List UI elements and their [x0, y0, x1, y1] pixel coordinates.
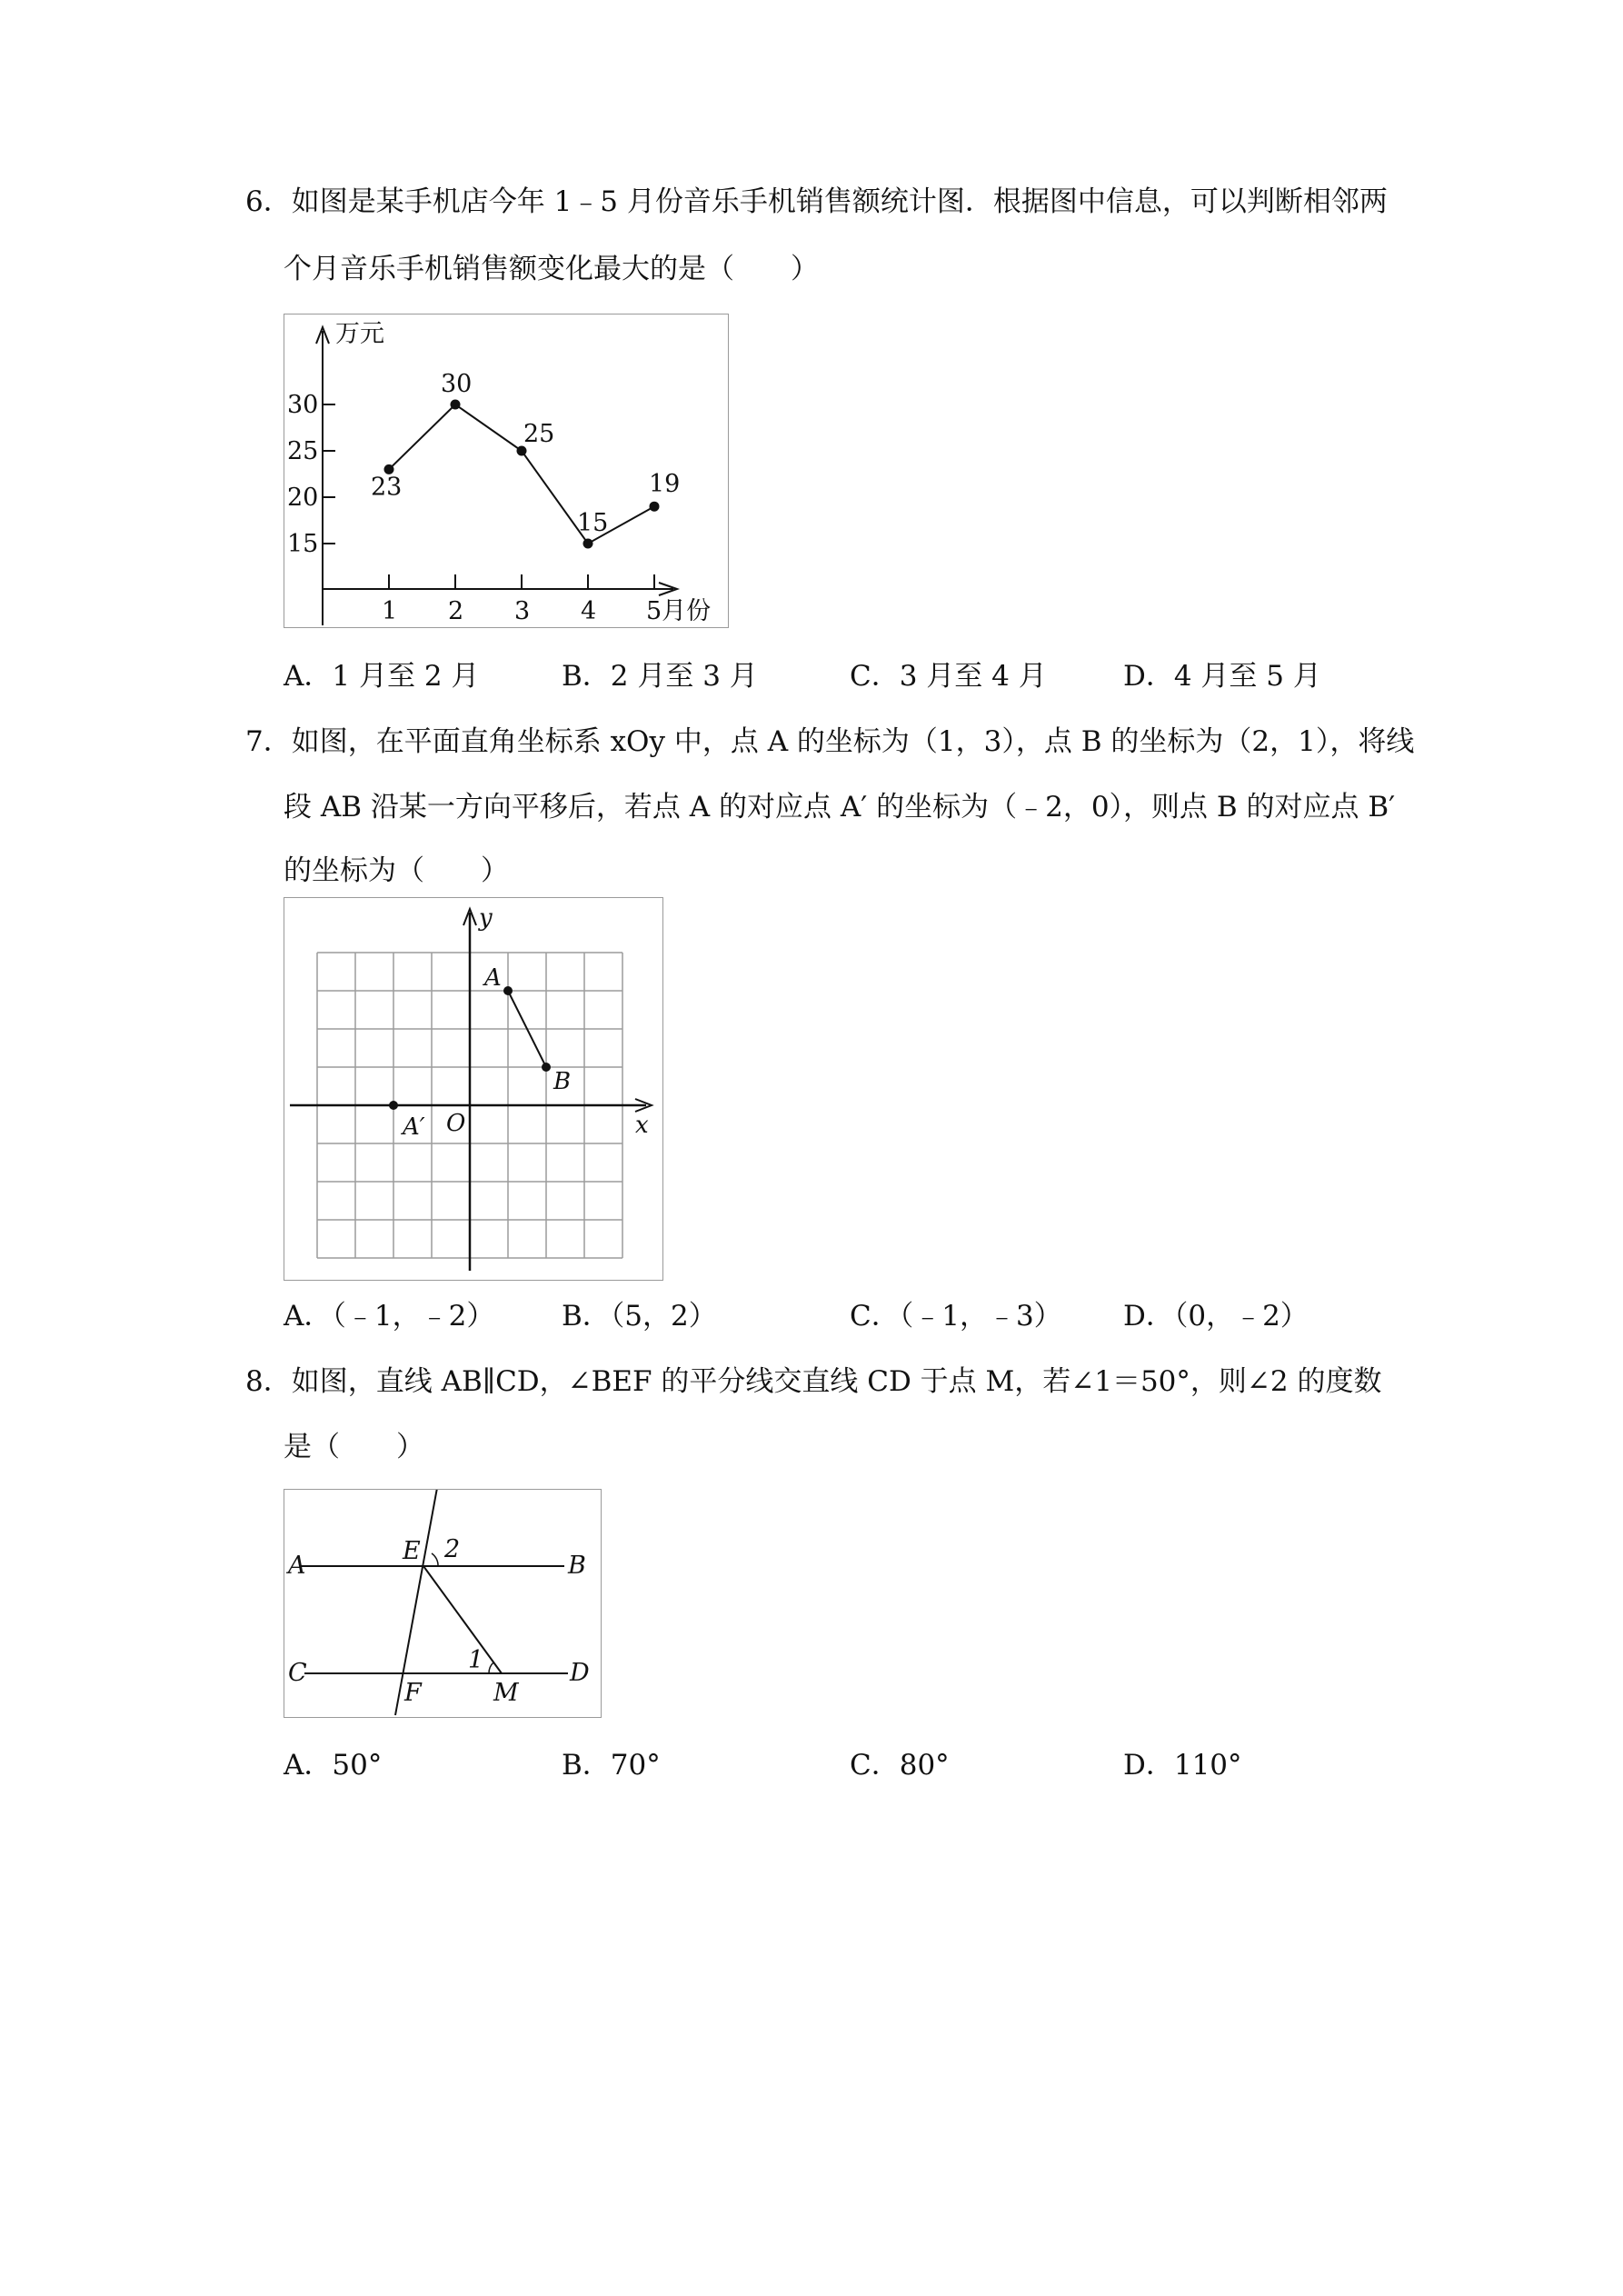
q8-option-c: C．80° — [850, 1749, 950, 1782]
q6-text-line2: 个月音乐手机销售额变化最大的是（ ） — [284, 253, 819, 285]
data-label: 15 — [577, 509, 609, 537]
figure-label-C: C — [288, 1659, 307, 1687]
q6-sales-chart — [284, 314, 729, 628]
figure-label-2: 2 — [444, 1535, 461, 1563]
y-tick-label: 20 — [287, 484, 319, 512]
angle-2-arc — [432, 1553, 438, 1566]
y-tick-label: 30 — [287, 391, 319, 419]
point-a-prime-dot — [389, 1101, 398, 1110]
q7-option-a: A．（﹣1，﹣2） — [284, 1300, 495, 1333]
q7-text-line1: 7．如图，在平面直角坐标系 xOy 中，点 A 的坐标为（1，3），点 B 的坐标为（2，1），将线 — [245, 725, 1415, 758]
angle-1-arc — [489, 1662, 493, 1673]
chart-y-unit-label: 万元 — [335, 320, 384, 348]
data-point — [451, 400, 461, 410]
figure-label-E: E — [403, 1537, 421, 1565]
point-b-dot — [542, 1063, 551, 1072]
figure-label-B: B — [568, 1552, 586, 1580]
q6-option-d: D．4 月至 5 月 — [1123, 660, 1321, 693]
data-label: 19 — [649, 470, 681, 499]
x-tick-label: 4 — [581, 597, 597, 625]
q7-option-b: B．（5，2） — [562, 1300, 717, 1333]
bisector-em — [423, 1566, 502, 1673]
data-point — [583, 539, 593, 549]
q8-text-line2: 是（ ） — [284, 1431, 424, 1463]
x-tick-label: 2 — [448, 597, 464, 625]
q6-option-c: C．3 月至 4 月 — [850, 660, 1047, 693]
q7-option-d: D．（0，﹣2） — [1123, 1300, 1309, 1333]
q8-option-b: B．70° — [562, 1749, 661, 1782]
data-label: 30 — [441, 370, 473, 398]
q7-coordinate-grid — [284, 897, 663, 1281]
chart-x-end-label: 5月份 — [646, 597, 712, 625]
point-a-dot — [503, 986, 513, 995]
point-a-label: A — [484, 964, 502, 992]
figure-label-M: M — [493, 1679, 519, 1707]
grid-x-label: x — [635, 1112, 649, 1139]
data-label: 23 — [371, 473, 403, 502]
q8-option-d: D．110° — [1123, 1749, 1242, 1782]
q7-text-line2: 段 AB 沿某一方向平移后，若点 A 的对应点 A′ 的坐标为（﹣2，0），则点 B 的对应点 B′ — [284, 791, 1396, 824]
figure-label-D: D — [570, 1659, 590, 1687]
x-tick-label: 3 — [514, 597, 531, 625]
q6-option-a: A．1 月至 2 月 — [284, 660, 480, 693]
y-tick-label: 15 — [287, 530, 319, 558]
grid-y-label: y — [479, 904, 493, 932]
q7-option-c: C．（﹣1，﹣3） — [850, 1300, 1062, 1333]
point-b-label: B — [553, 1068, 572, 1095]
q8-text-line1: 8．如图，直线 AB∥CD，∠BEF 的平分线交直线 CD 于点 M，若∠1＝50°，则∠2 的度数 — [245, 1365, 1382, 1398]
figure-label-F: F — [404, 1679, 422, 1707]
y-tick-label: 25 — [287, 437, 319, 465]
q6-text-line1: 6．如图是某手机店今年 1﹣5 月份音乐手机销售额统计图．根据图中信息，可以判断相邻两 — [245, 185, 1388, 218]
series-line — [389, 404, 654, 544]
q8-option-a: A．50° — [284, 1749, 383, 1782]
point-a-prime-label: A′ — [403, 1113, 425, 1141]
q8-parallel-lines-figure — [284, 1489, 602, 1718]
data-label: 25 — [523, 420, 555, 448]
figure-label-1: 1 — [468, 1646, 484, 1674]
data-point — [650, 502, 660, 512]
q7-text-line3: 的坐标为（ ） — [284, 854, 509, 887]
grid-origin-label: O — [446, 1110, 466, 1137]
q6-option-b: B．2 月至 3 月 — [562, 660, 758, 693]
figure-label-A: A — [288, 1552, 306, 1580]
x-tick-label: 1 — [382, 597, 398, 625]
